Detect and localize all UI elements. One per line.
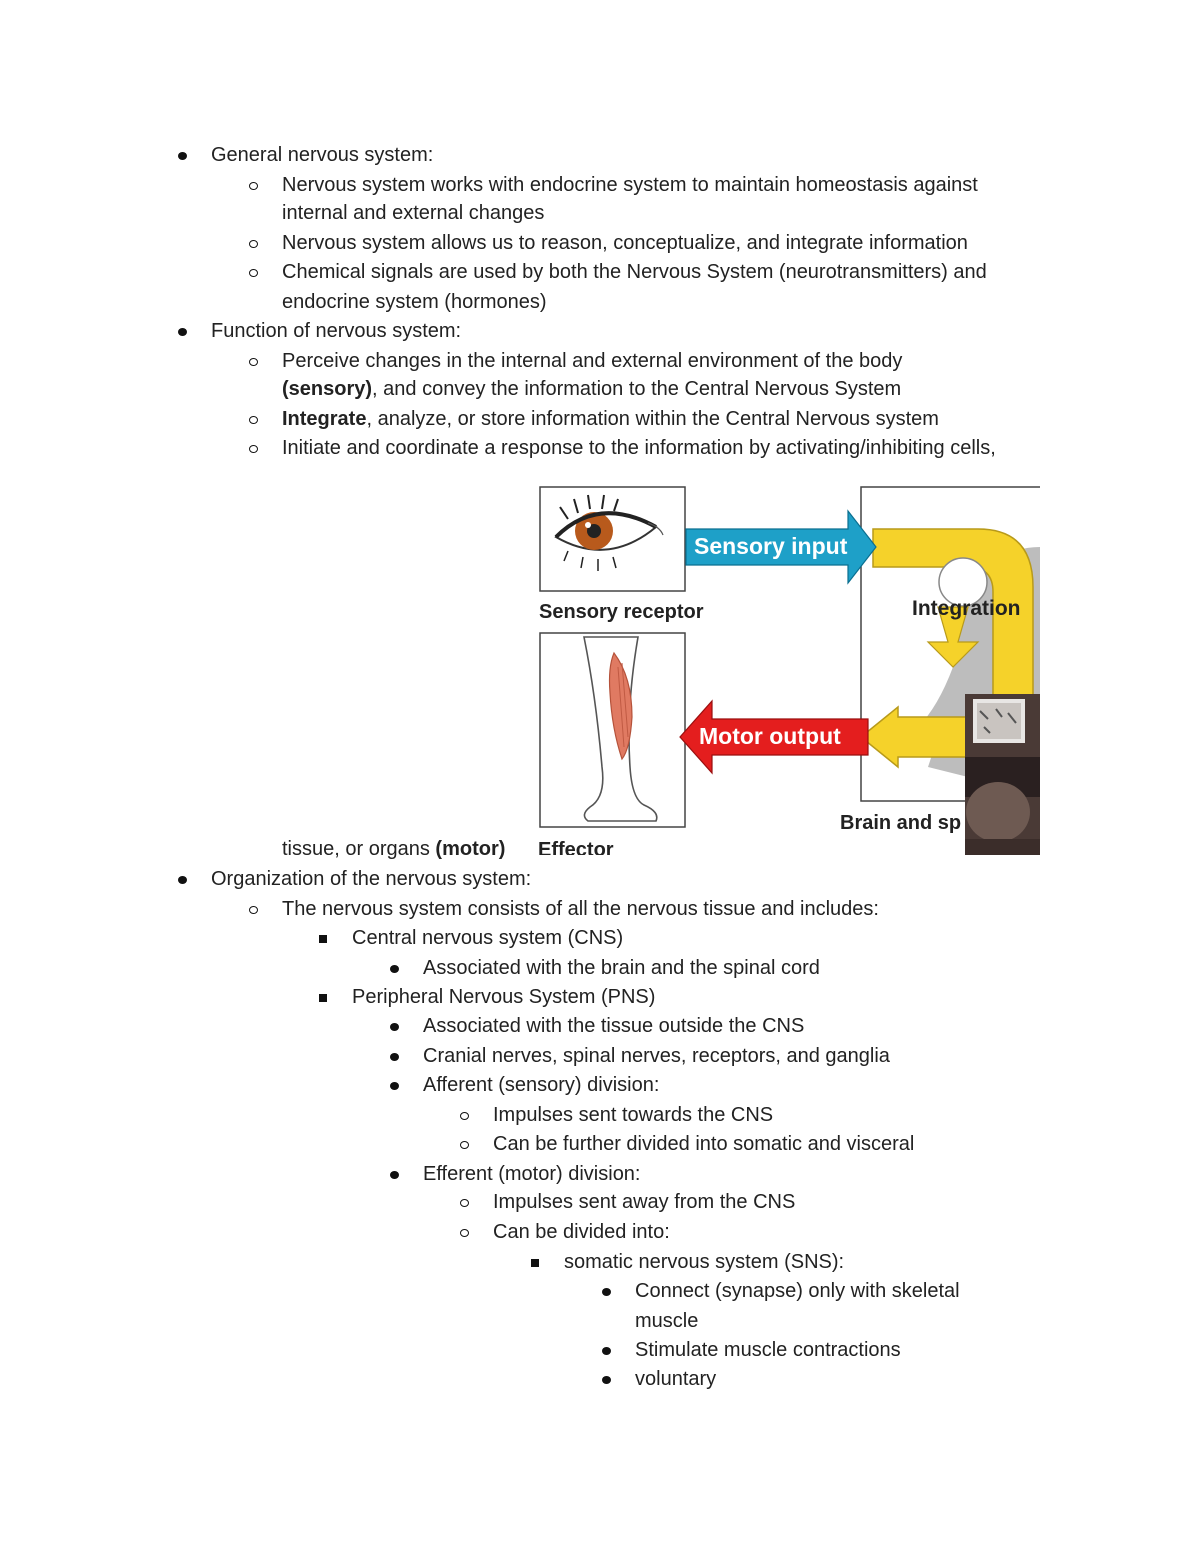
effector-label: Effector [538, 839, 614, 855]
list-item: Efferent (motor) division: [423, 1163, 641, 1185]
bullet-square [531, 1248, 539, 1277]
list-item-continuation: internal and external changes [282, 202, 545, 224]
list-item-continuation: muscle [635, 1310, 699, 1332]
list-item-continuation: endocrine system (hormones) [282, 291, 547, 313]
bullet-circle [249, 405, 258, 434]
bullet-circle [460, 1218, 469, 1247]
bullet-circle [460, 1130, 469, 1159]
list-item: Stimulate muscle contractions [635, 1339, 901, 1361]
list-item: Impulses sent towards the CNS [493, 1104, 774, 1126]
bullet-circle [249, 347, 258, 376]
list-item: Perceive changes in the internal and external environment of the body [282, 350, 903, 372]
bullet-square [319, 924, 327, 953]
bullet-circle [249, 895, 258, 924]
bullet-disc [390, 1042, 399, 1071]
list-item: Impulses sent away from the CNS [493, 1191, 796, 1213]
bullet-disc [390, 954, 399, 983]
list-item: Associated with the brain and the spinal cord [423, 957, 820, 979]
list-item: Chemical signals are used by both the Nervous System (neurotransmitters) and [282, 261, 987, 283]
bullet-circle [249, 171, 258, 200]
text-run: tissue, or organs [282, 838, 436, 860]
bullet-circle [249, 229, 258, 258]
list-item [282, 405, 939, 434]
bullet-disc [390, 1071, 399, 1100]
list-item: Nervous system works with endocrine system to maintain homeostasis against [282, 174, 978, 196]
bullet-circle [460, 1188, 469, 1217]
list-item-continuation [282, 375, 901, 404]
list-item: The nervous system consists of all the nervous tissue and includes: [282, 898, 879, 920]
bullet-circle [249, 434, 258, 463]
photo-overlay [965, 694, 1040, 855]
sensory-receptor-label: Sensory receptor [539, 601, 704, 623]
bullet-circle [249, 258, 258, 287]
bullet-disc [390, 1012, 399, 1041]
integration-label: Integration [912, 597, 1021, 620]
list-item: Organization of the nervous system: [211, 868, 532, 890]
list-item: Initiate and coordinate a response to the information by activating/inhibiting cells, [282, 437, 996, 459]
text-run: , analyze, or store information within the Central Nervous system [366, 408, 939, 430]
list-item: Can be further divided into somatic and visceral [493, 1133, 915, 1155]
list-item: Peripheral Nervous System (PNS) [352, 986, 656, 1008]
bold-term-motor: (motor) [435, 838, 506, 860]
text-run: , and convey the information to the Central Nervous System [372, 378, 902, 400]
bullet-disc [602, 1336, 611, 1365]
list-item: Function of nervous system: [211, 320, 462, 342]
list-item: voluntary [635, 1368, 717, 1390]
nervous-system-diagram [528, 467, 1040, 855]
bullet-disc [602, 1277, 611, 1306]
bold-term-sensory: (sensory) [282, 378, 373, 400]
bullet-circle [460, 1101, 469, 1130]
bullet-disc [178, 317, 187, 346]
list-item: General nervous system: [211, 144, 434, 166]
list-item: Central nervous system (CNS) [352, 927, 624, 949]
bullet-square [319, 983, 327, 1012]
list-item: Can be divided into: [493, 1221, 670, 1243]
list-item: somatic nervous system (SNS): [564, 1251, 845, 1273]
list-item-continuation [282, 835, 505, 864]
bullet-disc [602, 1365, 611, 1394]
list-item: Associated with the tissue outside the CNS [423, 1015, 805, 1037]
motor-output-label: Motor output [699, 723, 841, 749]
list-item: Connect (synapse) only with skeletal [635, 1280, 960, 1302]
list-item: Cranial nerves, spinal nerves, receptors, and ganglia [423, 1045, 890, 1067]
sensory-input-label: Sensory input [694, 533, 848, 559]
bullet-disc [178, 865, 187, 894]
brain-label: Brain and sp [840, 812, 962, 834]
bullet-disc [178, 141, 187, 170]
list-item: Afferent (sensory) division: [423, 1074, 660, 1096]
list-item: Nervous system allows us to reason, conceptualize, and integrate information [282, 232, 968, 254]
bold-term-integrate: Integrate [282, 408, 367, 430]
bullet-disc [390, 1160, 399, 1189]
